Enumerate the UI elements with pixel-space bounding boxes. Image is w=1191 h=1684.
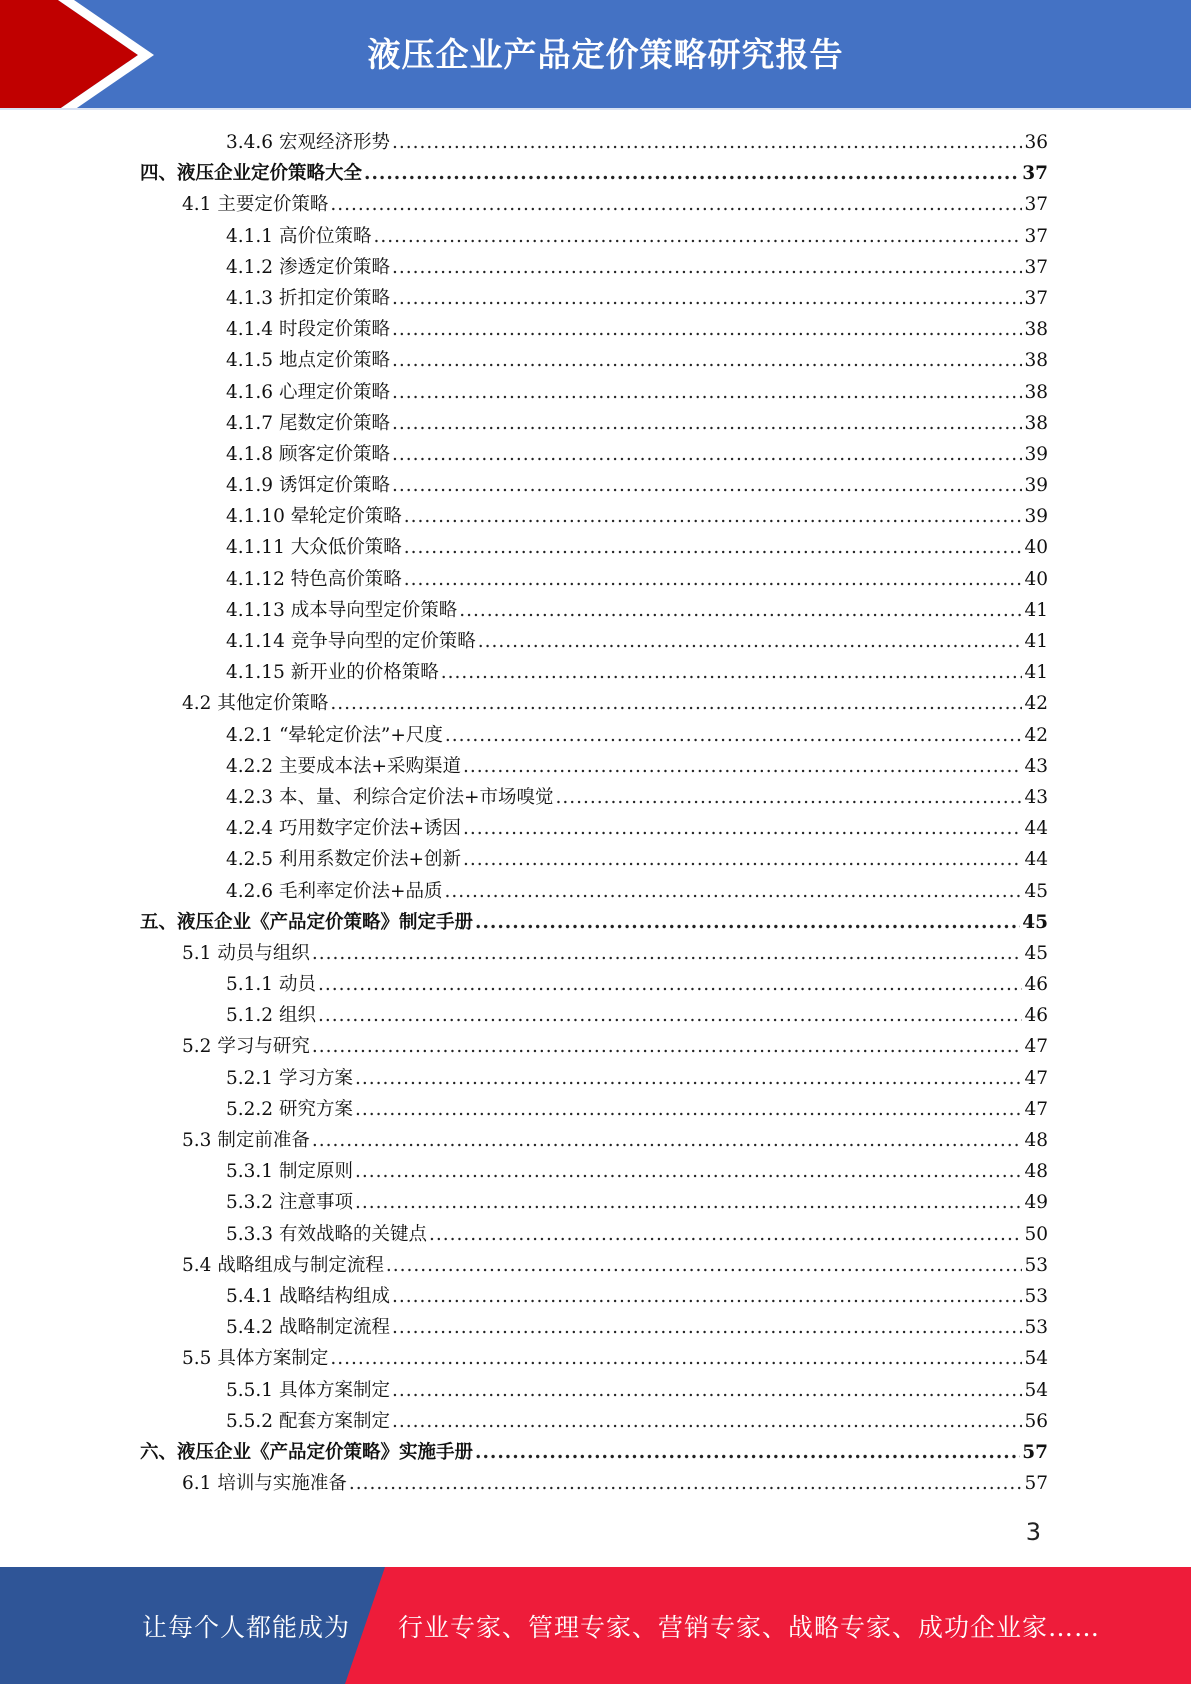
toc-entry-title: 折扣定价策略	[278, 287, 390, 309]
toc-entry[interactable]	[140, 533, 1048, 564]
report-title: 液压企业产品定价策略研究报告	[367, 35, 844, 74]
toc-entry-page: 46	[1024, 974, 1048, 996]
toc-dot-leader	[355, 1192, 1022, 1213]
toc-dot-leader	[330, 693, 1022, 714]
toc-entry-title: 巧用数字定价法+诱因	[278, 818, 461, 840]
toc-entry-title: 尾数定价策略	[278, 412, 390, 434]
toc-entry-title: 注意事项	[278, 1192, 353, 1214]
toc-entry-title: 研究方案	[278, 1098, 353, 1120]
toc-entry-number: 4.1.10	[226, 506, 291, 528]
page-number: 3	[1025, 1518, 1041, 1546]
toc-entry-page: 45	[1022, 911, 1048, 933]
toc-entry-title: 宏观经济形势	[278, 132, 390, 153]
toc-entry-number: 4.2.1	[226, 724, 279, 746]
toc-entry[interactable]	[140, 315, 1048, 346]
toc-entry-number: 5.5	[182, 1348, 218, 1370]
toc-entry-title: 诱饵定价策略	[278, 475, 390, 497]
toc-dot-leader	[475, 912, 1020, 933]
toc-entry-title: 大众低价策略	[290, 537, 402, 559]
toc-entry-number: 4.1.9	[226, 475, 279, 497]
toc-entry-number: 6.1	[182, 1473, 218, 1495]
toc-entry-page: 43	[1024, 786, 1048, 808]
toc-entry[interactable]	[140, 378, 1048, 409]
toc-entry[interactable]	[140, 565, 1048, 596]
toc-entry-page: 53	[1024, 1285, 1048, 1307]
toc-entry-page: 57	[1024, 1473, 1048, 1495]
toc-entry-title: 有效战略的关键点	[278, 1223, 427, 1245]
toc-entry-page: 44	[1024, 818, 1048, 840]
page-footer	[0, 1567, 1191, 1684]
toc-entry[interactable]	[140, 1032, 1048, 1063]
toc-entry-number: 4.1.12	[226, 568, 291, 590]
toc-entry-number: 5.4.1	[226, 1285, 279, 1307]
toc-entry-title: 特色高价策略	[290, 568, 402, 590]
toc-entry-number: 4.1.3	[226, 287, 279, 309]
toc-entry[interactable]	[140, 1469, 1048, 1500]
toc-dot-leader	[355, 1068, 1022, 1089]
toc-entry-page: 41	[1024, 662, 1048, 684]
toc-entry-page: 43	[1024, 755, 1048, 777]
toc-entry-page: 45	[1024, 880, 1048, 902]
toc-entry-page: 44	[1024, 849, 1048, 871]
toc-entry-title: 制定原则	[278, 1161, 353, 1183]
toc-entry[interactable]	[140, 346, 1048, 377]
toc-dot-leader	[373, 226, 1022, 247]
toc-dot-leader	[392, 319, 1022, 340]
toc-entry-title: 利用系数定价法+创新	[278, 849, 461, 871]
toc-entry-page: 42	[1024, 724, 1048, 746]
toc-entry-title: 渗透定价策略	[278, 256, 390, 278]
toc-dot-leader	[312, 1130, 1023, 1151]
toc-dot-leader	[404, 569, 1023, 590]
toc-entry[interactable]	[140, 783, 1048, 814]
toc-entry-title: 其他定价策略	[217, 693, 329, 715]
toc-entry-page: 40	[1024, 537, 1048, 559]
toc-entry[interactable]	[140, 1126, 1048, 1157]
toc-entry-number: 4.2.4	[226, 818, 279, 840]
toc-entry-title: 具体方案制定	[217, 1348, 329, 1370]
toc-entry-title: 具体方案制定	[278, 1379, 390, 1401]
toc-dot-leader	[404, 506, 1023, 527]
toc-entry[interactable]	[140, 1438, 1048, 1469]
toc-entry-page: 39	[1024, 443, 1048, 465]
toc-entry-number: 4.1	[182, 194, 218, 216]
toc-entry[interactable]	[140, 222, 1048, 253]
toc-entry-number: 5.1.1	[226, 974, 279, 996]
toc-entry-number: 4.2.2	[226, 755, 279, 777]
toc-entry-page: 53	[1024, 1254, 1048, 1276]
toc-entry-page: 37	[1024, 194, 1048, 216]
toc-entry-page: 57	[1022, 1441, 1048, 1463]
toc-entry-page: 37	[1024, 287, 1048, 309]
toc-entry-page: 54	[1024, 1379, 1048, 1401]
toc-entry-title: 动员	[278, 974, 316, 996]
toc-entry-title: 竞争导向型的定价策略	[290, 631, 476, 652]
toc-entry-title: “晕轮定价法”+尺度	[278, 724, 443, 746]
toc-entry-number: 5.2.1	[226, 1067, 279, 1089]
footer-slogan-right: 行业专家、管理专家、营销专家、战略专家、成功企业家……	[398, 1612, 1101, 1642]
toc-entry[interactable]	[140, 502, 1048, 533]
toc-entry-number: 4.2	[182, 693, 218, 715]
toc-entry-number: 4.2.5	[226, 849, 279, 871]
toc-entry[interactable]	[140, 128, 1048, 159]
toc-entry[interactable]	[140, 1157, 1048, 1188]
toc-entry-page: 47	[1024, 1098, 1048, 1120]
toc-entry-number: 4.1.11	[226, 537, 291, 559]
toc-entry-title: 顾客定价策略	[278, 443, 390, 465]
toc-dot-leader	[392, 444, 1022, 465]
toc-entry-title: 组织	[278, 1005, 316, 1027]
toc-entry-number: 5.2	[182, 1036, 218, 1058]
toc-entry[interactable]	[140, 1188, 1048, 1219]
toc-entry-title: 毛利率定价法+品质	[278, 880, 443, 902]
toc-dot-leader	[475, 1442, 1020, 1463]
toc-dot-leader	[463, 818, 1022, 839]
toc-dot-leader	[364, 163, 1020, 184]
toc-entry[interactable]	[140, 721, 1048, 752]
toc-entry-title: 高价位策略	[278, 225, 372, 247]
toc-entry-title: 六、液压企业《产品定价策略》实施手册	[140, 1441, 474, 1463]
footer-slogan-left: 让每个人都能成为	[142, 1612, 351, 1642]
toc-entry-page: 38	[1024, 350, 1048, 372]
toc-dot-leader	[392, 1286, 1022, 1307]
toc-entry[interactable]	[140, 752, 1048, 783]
toc-entry-page: 47	[1024, 1067, 1048, 1089]
toc-dot-leader	[392, 382, 1022, 403]
toc-entry-page: 39	[1024, 475, 1048, 497]
toc-entry[interactable]	[140, 1282, 1048, 1313]
toc-entry-title: 四、液压企业定价策略大全	[140, 163, 363, 185]
toc-entry-page: 40	[1024, 568, 1048, 590]
toc-entry-page: 37	[1024, 256, 1048, 278]
toc-entry-page: 37	[1024, 225, 1048, 247]
toc-entry-number: 4.1.13	[226, 599, 291, 621]
toc-entry-number: 4.2.3	[226, 786, 279, 808]
toc-entry[interactable]	[140, 1313, 1048, 1344]
toc-entry-number: 4.1.7	[226, 412, 279, 434]
toc-entry-page: 42	[1024, 693, 1048, 715]
toc-dot-leader	[478, 631, 1023, 652]
toc-entry-page: 45	[1024, 942, 1048, 964]
toc-entry-title: 新开业的价格策略	[290, 662, 439, 684]
toc-entry-number: 5.4	[182, 1254, 218, 1276]
toc-entry-page: 36	[1024, 132, 1048, 153]
toc-entry[interactable]	[140, 1407, 1048, 1438]
table-of-contents	[140, 128, 1048, 1500]
toc-dot-leader	[312, 1036, 1023, 1057]
toc-entry[interactable]	[140, 471, 1048, 502]
toc-entry-page: 53	[1024, 1317, 1048, 1339]
toc-entry-page: 37	[1022, 163, 1048, 185]
toc-dot-leader	[429, 1224, 1022, 1245]
toc-dot-leader	[330, 1348, 1022, 1369]
toc-entry-page: 48	[1024, 1130, 1048, 1151]
toc-dot-leader	[355, 1161, 1022, 1182]
toc-entry[interactable]	[140, 908, 1048, 939]
toc-entry-number: 4.1.6	[226, 381, 279, 403]
toc-entry-number: 4.1.2	[226, 256, 279, 278]
toc-entry-number: 5.3.1	[226, 1161, 279, 1183]
toc-dot-leader	[318, 1005, 1022, 1026]
toc-entry-title: 学习方案	[278, 1067, 353, 1089]
toc-entry-title: 配套方案制定	[278, 1410, 390, 1432]
toc-dot-leader	[392, 413, 1022, 434]
toc-dot-leader	[392, 1380, 1022, 1401]
toc-entry-title: 心理定价策略	[278, 381, 390, 403]
toc-entry-number: 5.2.2	[226, 1098, 279, 1120]
toc-dot-leader	[355, 1099, 1022, 1120]
toc-entry-number: 3.4.6	[226, 132, 279, 153]
toc-entry-title: 本、量、利综合定价法+市场嗅觉	[278, 786, 554, 808]
toc-dot-leader	[445, 725, 1023, 746]
toc-entry-number: 5.4.2	[226, 1317, 279, 1339]
toc-entry-number: 4.1.5	[226, 350, 279, 372]
toc-entry-number: 5.5.2	[226, 1410, 279, 1432]
toc-entry-page: 41	[1024, 599, 1048, 621]
toc-entry-page: 54	[1024, 1348, 1048, 1370]
toc-entry[interactable]	[140, 689, 1048, 720]
toc-entry[interactable]	[140, 877, 1048, 908]
toc-entry[interactable]	[140, 1095, 1048, 1126]
toc-entry-title: 学习与研究	[217, 1036, 310, 1058]
toc-dot-leader	[392, 1317, 1022, 1338]
page-header	[0, 0, 1191, 110]
toc-dot-leader	[349, 1473, 1023, 1494]
toc-entry-title: 主要定价策略	[217, 194, 329, 216]
toc-dot-leader	[459, 600, 1022, 621]
toc-entry-page: 46	[1024, 1005, 1048, 1027]
toc-dot-leader	[392, 288, 1022, 309]
toc-entry-title: 成本导向型定价策略	[290, 599, 458, 621]
toc-entry[interactable]	[140, 1376, 1048, 1407]
toc-entry[interactable]	[140, 1344, 1048, 1375]
toc-dot-leader	[392, 475, 1022, 496]
toc-entry-title: 主要成本法+采购渠道	[278, 755, 461, 777]
toc-entry-number: 4.1.15	[226, 662, 291, 684]
toc-entry-number: 4.1.8	[226, 443, 279, 465]
toc-entry-page: 47	[1024, 1036, 1048, 1058]
toc-entry-number: 4.1.14	[226, 631, 291, 652]
toc-dot-leader	[392, 257, 1022, 278]
toc-entry-title: 战略组成与制定流程	[217, 1254, 384, 1276]
toc-entry-page: 49	[1024, 1192, 1048, 1214]
toc-entry-title: 五、液压企业《产品定价策略》制定手册	[140, 911, 474, 933]
toc-entry-number: 5.1.2	[226, 1005, 279, 1027]
toc-entry-page: 48	[1024, 1161, 1048, 1183]
toc-dot-leader	[404, 537, 1023, 558]
toc-entry-number: 5.3.3	[226, 1223, 279, 1245]
toc-entry[interactable]	[140, 627, 1048, 658]
toc-entry[interactable]	[140, 1220, 1048, 1251]
toc-dot-leader	[392, 1411, 1022, 1432]
toc-entry[interactable]	[140, 845, 1048, 876]
toc-dot-leader	[386, 1255, 1023, 1276]
toc-entry[interactable]	[140, 658, 1048, 689]
toc-entry[interactable]	[140, 1251, 1048, 1282]
toc-dot-leader	[441, 662, 1023, 683]
toc-entry-page: 38	[1024, 319, 1048, 341]
toc-entry-page: 38	[1024, 412, 1048, 434]
toc-entry-number: 5.3	[182, 1130, 218, 1151]
toc-entry[interactable]	[140, 814, 1048, 845]
toc-entry-number: 4.1.1	[226, 225, 279, 247]
toc-dot-leader	[463, 756, 1022, 777]
toc-dot-leader	[555, 787, 1022, 808]
toc-entry-title: 培训与实施准备	[217, 1473, 347, 1495]
toc-entry-title: 战略制定流程	[278, 1317, 390, 1339]
toc-entry[interactable]	[140, 190, 1048, 221]
toc-entry-page: 56	[1024, 1410, 1048, 1432]
toc-entry[interactable]	[140, 939, 1048, 970]
toc-dot-leader	[444, 881, 1022, 902]
toc-dot-leader	[392, 350, 1022, 371]
toc-entry-number: 4.1.4	[226, 319, 279, 341]
toc-dot-leader	[318, 974, 1022, 995]
toc-dot-leader	[312, 943, 1023, 964]
toc-entry-title: 战略结构组成	[278, 1285, 390, 1307]
toc-entry-title: 地点定价策略	[278, 350, 390, 372]
toc-entry-number: 5.3.2	[226, 1192, 279, 1214]
toc-entry[interactable]	[140, 440, 1048, 471]
toc-entry-page: 39	[1024, 506, 1048, 528]
toc-entry-title: 晕轮定价策略	[290, 506, 402, 528]
toc-entry-title: 制定前准备	[217, 1130, 310, 1151]
toc-entry-number: 5.5.1	[226, 1379, 279, 1401]
toc-entry[interactable]	[140, 284, 1048, 315]
toc-entry-page: 38	[1024, 381, 1048, 403]
toc-entry[interactable]	[140, 1001, 1048, 1032]
toc-entry[interactable]	[140, 159, 1048, 190]
toc-entry-title: 时段定价策略	[278, 319, 390, 341]
toc-entry[interactable]	[140, 970, 1048, 1001]
toc-entry[interactable]	[140, 409, 1048, 440]
toc-entry[interactable]	[140, 596, 1048, 627]
toc-entry-title: 动员与组织	[217, 942, 310, 964]
toc-entry-number: 5.1	[182, 942, 218, 964]
toc-entry-number: 4.2.6	[226, 880, 279, 902]
toc-entry[interactable]	[140, 253, 1048, 284]
toc-dot-leader	[392, 132, 1022, 153]
toc-dot-leader	[330, 194, 1022, 215]
toc-entry-page: 41	[1024, 631, 1048, 652]
toc-entry[interactable]	[140, 1064, 1048, 1095]
toc-entry-page: 50	[1024, 1223, 1048, 1245]
toc-dot-leader	[463, 849, 1022, 870]
